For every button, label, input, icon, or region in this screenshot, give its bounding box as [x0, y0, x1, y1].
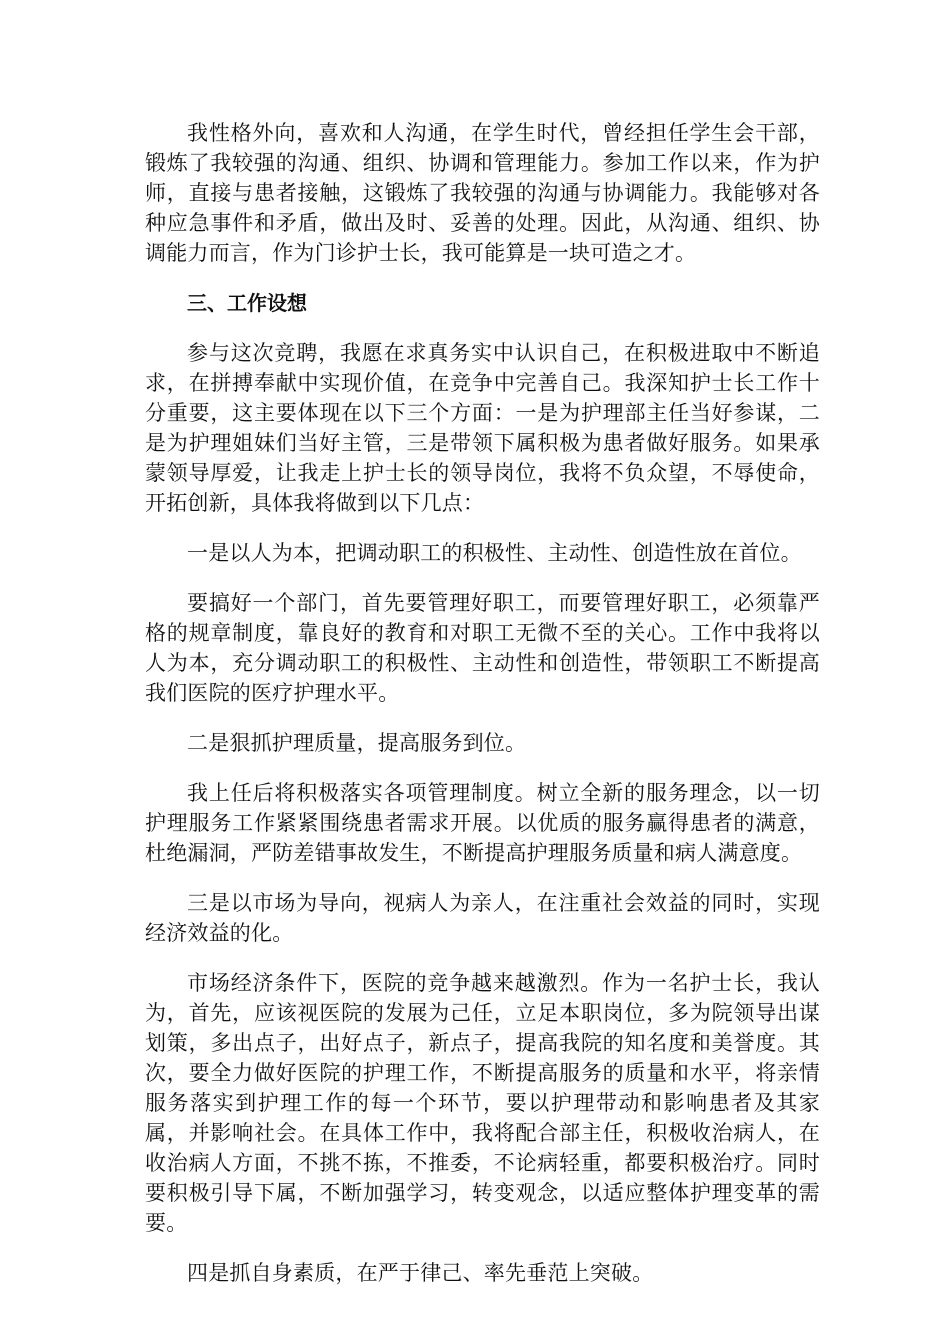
point-one-body: 要搞好一个部门，首先要管理好职工，而要管理好职工，必须靠严格的规章制度，靠良好的教育和对职工无微不至的关心。工作中我将以人为本，充分调动职工的积极性、主动性和创造性，带领职工不断提高我们医院的医疗护理水平。 — [145, 591, 820, 705]
paragraph-communication-ability: 我性格外向，喜欢和人沟通，在学生时代，曾经担任学生会干部，锻炼了我较强的沟通、组织、协调和管理能力。参加工作以来，作为护师，直接与患者接触，这锻炼了我较强的沟通与协调能力。我能够对各种应急事件和矛盾，做出及时、妥善的处理。因此，从沟通、组织、协调能力而言，作为门诊护士长，我可能算是一块可造之才。 — [145, 121, 820, 265]
point-two-title: 二是狠抓护理质量，提高服务到位。 — [187, 731, 527, 755]
point-one-title: 一是以人为本，把调动职工的积极性、主动性、创造性放在首位。 — [187, 541, 802, 565]
point-three-title: 三是以市场为导向，视病人为亲人，在注重社会效益的同时，实现经济效益的化。 — [145, 891, 820, 945]
point-four-title: 四是抓自身素质，在严于律己、率先垂范上突破。 — [187, 1261, 654, 1285]
point-two-body: 我上任后将积极落实各项管理制度。树立全新的服务理念，以一切护理服务工作紧紧围绕患者需求开展。以优质的服务赢得患者的满意，杜绝漏洞，严防差错事故发生，不断提高护理服务质量和病人满意度。 — [145, 781, 820, 865]
paragraph-competition-intro: 参与这次竞聘，我愿在求真务实中认识自己，在积极进取中不断追求，在拼搏奉献中实现价值，在竞争中完善自己。我深知护士长工作十分重要，这主要体现在以下三个方面：一是为护理部主任当好参谋，二是为护理姐妹们当好主管，三是带领下属积极为患者做好服务。如果承蒙领导厚爱，让我走上护士长的领导岗位，我将不负众望，不辱使命，开拓创新，具体我将做到以下几点： — [145, 341, 820, 515]
point-three-body: 市场经济条件下，医院的竞争越来越激烈。作为一名护士长，我认为，首先，应该视医院的发展为己任，立足本职岗位，多为院领导出谋划策，多出点子，出好点子，新点子，提高我院的知名度和美誉度。其次，要全力做好医院的护理工作，不断提高服务的质量和水平，将亲情服务落实到护理工作的每一个环节，要以护理带动和影响患者及其家属，并影响社会。在具体工作中，我将配合部主任，积极收治病人，在收治病人方面，不挑不拣，不推委，不论病轻重，都要积极治疗。同时要积极引导下属，不断加强学习，转变观念，以适应整体护理变革的需要。 — [145, 971, 820, 1235]
document-body — [145, 118, 820, 1308]
section-heading-work-plan: 三、工作设想 — [187, 291, 307, 315]
